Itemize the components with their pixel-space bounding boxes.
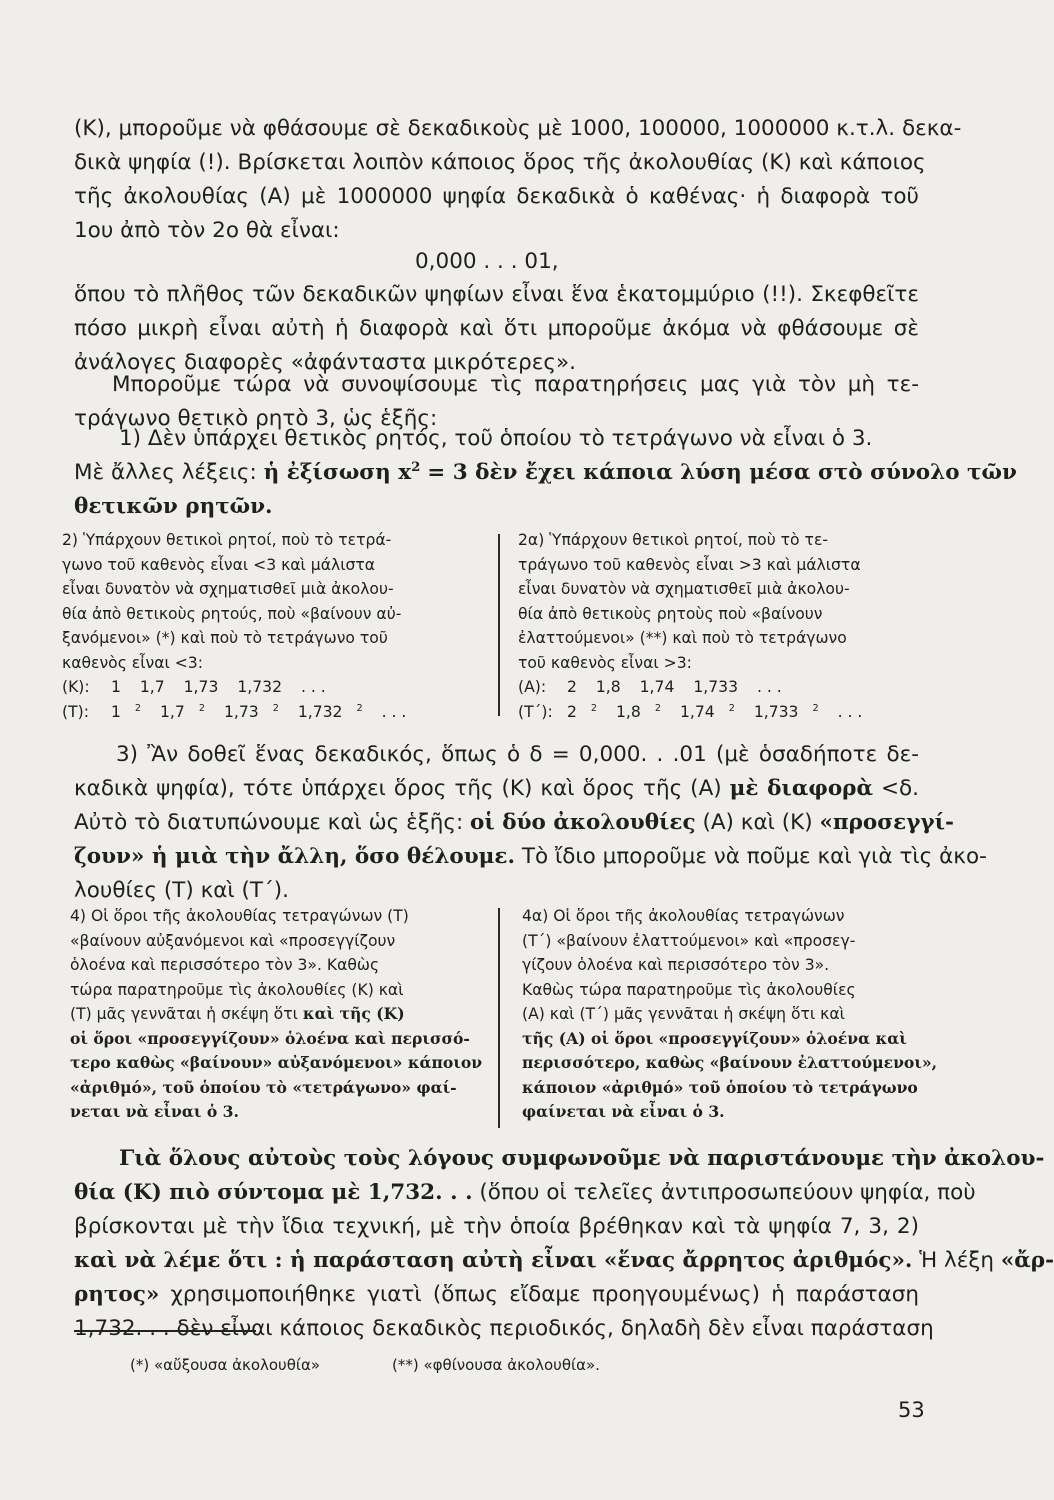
text-span: = 3 δὲν ἔχει κάποια λύση μέσα στὸ σύνολο τῶν: [427, 460, 1017, 485]
sequence-term: 1,732: [237, 678, 282, 696]
text-line: [74, 1176, 976, 1210]
text-span: Αὐτὸ τὸ διατυπώνουμε καὶ ὡς ἑξῆς:: [74, 810, 464, 835]
text-line: ὅπου τὸ πλῆθος τῶν δεκαδικῶν ψηφίων εἶναι ἕνα ἑκατομμύριο (!!). Σκεφθεῖτε: [74, 282, 919, 307]
sequence-term: 2: [566, 678, 577, 696]
text-line: περισσότερο, καθὼς «βαίνουν ἐλαττούμενοι»,: [522, 1053, 938, 1072]
footnote-2: (**) «φθίνουσα ἀκολουθία».: [392, 1356, 600, 1374]
sequence-term: 1,74: [639, 678, 675, 696]
text-span: (Τ) μᾶς γεννᾶται ἡ σκέψη ὅτι: [70, 1005, 298, 1023]
text-span: μὲ διαφορὰ: [729, 776, 874, 801]
text-span: καδικὰ ψηφία), τότε ὑπάρχει ὅρος τῆς (Κ) καὶ ὅρος τῆς (Α): [74, 776, 722, 801]
superscript: 2: [411, 458, 421, 475]
page-number: 53: [898, 1398, 925, 1422]
text-line: γωνο τοῦ καθενὸς εἶναι <3 καὶ μάλιστα: [62, 555, 376, 574]
footnote-1: (*) «αὔξουσα ἀκολουθία»: [130, 1356, 321, 1374]
sequence-term: 1,7: [139, 678, 165, 696]
sequence-term: . . .: [837, 702, 863, 721]
text-line: 3) Ἂν δοθεῖ ἕνας δεκαδικός, ὅπως ὁ δ = 0,000. . .01 (μὲ ὁσαδήποτε δε-: [116, 742, 919, 767]
text-line: βρίσκονται μὲ τὴν ἴδια τεχνική, μὲ τὴν ὁποία βρέθηκαν καὶ τὰ ψηφία 7, 3, 2): [74, 1214, 919, 1239]
sequence-k: [62, 675, 482, 700]
text-line: «ἀριθμό», τοῦ ὁποίου τὸ «τετράγωνο» φαί-: [70, 1077, 457, 1097]
sequence-term: 1,732 $^2$: [297, 702, 363, 721]
sequence-label: (Κ):: [62, 678, 90, 696]
text-span: οἱ δύο ἀκολουθίες: [470, 810, 696, 835]
sequence-term: 1,74 $^2$: [679, 702, 735, 721]
text-line: [74, 772, 919, 806]
text-line: [74, 806, 954, 840]
text-line: τράγωνο θετικὸ ρητὸ 3, ὡς ἑξῆς:: [74, 406, 438, 431]
text-line: τῆς (Α) οἱ ὅροι «προσεγγίζουν» ὁλοένα καὶ: [522, 1028, 907, 1048]
text-line: ἀνάλογες διαφορὲς «ἀφάνταστα μικρότερες».: [74, 350, 576, 375]
point-1: [74, 422, 1017, 524]
sequence-term: 1 $^2$: [110, 702, 142, 721]
sequence-term: 1,733: [693, 678, 738, 696]
sequence-term: 1,733 $^2$: [753, 702, 819, 721]
text-line: [70, 1002, 480, 1027]
sequence-term: 1: [110, 678, 121, 696]
sequence-label: (Τ):: [62, 702, 89, 721]
text-line: [74, 1244, 1054, 1278]
text-span: ἡ ἐξίσωση x: [263, 460, 412, 485]
sequence-a: [518, 675, 918, 700]
text-line: τῆς ἀκολουθίας (Α) μὲ 1000000 ψηφία δεκαδικὰ ὁ καθένας· ἡ διαφορὰ τοῦ: [74, 184, 919, 209]
text-line: φαίνεται νὰ εἶναι ὁ 3.: [522, 1102, 725, 1121]
text-line: (Τ΄) «βαίνουν ἐλαττούμενοι» καὶ «προσεγ-: [522, 931, 856, 950]
text-line: (Κ), μποροῦμε νὰ φθάσουμε σὲ δεκαδικοὺς μὲ 1000, 100000, 1000000 κ.τ.λ. δεκα-: [74, 116, 962, 141]
text-line: [74, 456, 1017, 490]
text-line: 1ου ἀπὸ τὸν 2ο θὰ εἶναι:: [74, 218, 340, 243]
text-line: 1) Δὲν ὑπάρχει θετικὸς ρητός, τοῦ ὁποίου τὸ τετράγωνο νὰ εἶναι ὁ 3.: [119, 426, 873, 451]
text-span: (ὅπου οἱ τελεῖες ἀντιπροσωπεύουν ψηφία, ποὺ: [479, 1180, 976, 1205]
text-line: πόσο μικρὴ εἶναι αὐτὴ ἡ διαφορὰ καὶ ὅτι μποροῦμε ἀκόμα νὰ φθάσουμε σὲ: [74, 316, 919, 341]
text-line: τερο καθὼς «βαίνουν» αὐξανόμενοι» κάποιον: [70, 1053, 483, 1072]
text-line: λουθίες (Τ) καὶ (Τ΄).: [74, 878, 290, 903]
text-line: [74, 840, 987, 874]
sequence-term: 1,8: [595, 678, 621, 696]
sequence-label: (Α):: [518, 678, 547, 696]
sequence-term: 1,73: [183, 678, 219, 696]
text-line: τοῦ καθενὸς εἶναι >3:: [518, 653, 692, 672]
text-line: 2α) Ὑπάρχουν θετικοὶ ρητοί, ποὺ τὸ τε-: [518, 531, 829, 549]
text-line: Μποροῦμε τώρα νὰ συνοψίσουμε τὶς παρατηρήσεις μας γιὰ τὸν μὴ τε-: [112, 372, 919, 397]
text-line: ξανόμενοι» (*) καὶ ποὺ τὸ τετράγωνο τοῦ: [62, 629, 388, 647]
text-span: «ἄρ-: [1000, 1248, 1054, 1273]
text-line: 4) Οἱ ὅροι τῆς ἀκολουθίας τετραγώνων (Τ): [70, 907, 409, 925]
sequence-term: 1,7 $^2$: [160, 702, 205, 721]
formula: 0,000 . . . 01,: [415, 249, 559, 274]
text-line: 4α) Οἱ ὅροι τῆς ἀκολουθίας τετραγώνων: [522, 907, 845, 925]
text-span: ρητος»: [74, 1282, 160, 1307]
sequence-term: 1,73 $^2$: [223, 702, 279, 721]
sequence-term: . . .: [381, 702, 407, 721]
column-2-left: [62, 528, 482, 724]
text-span: χρησιμοποιήθηκε γιατὶ (ὅπως εἴδαμε προηγουμένως) ἡ παράσταση: [170, 1282, 919, 1307]
column-divider: [498, 534, 500, 716]
sequence-label: (Τ΄):: [518, 702, 553, 721]
text-line: ἐλαττούμενοι» (**) καὶ ποὺ τὸ τετράγωνο: [518, 629, 847, 647]
text-span: καὶ νὰ λέμε ὅτι : ἡ παράσταση αὐτὴ εἶναι «ἕνας ἄρρητος ἀριθμός».: [74, 1248, 913, 1273]
column-divider: [498, 908, 500, 1128]
sequence-t-prime: [518, 700, 918, 725]
text-line: θετικῶν ρητῶν.: [74, 494, 273, 519]
text-line: καθενὸς εἶναι <3:: [62, 653, 203, 672]
text-span: (Α) καὶ (Κ): [702, 810, 813, 835]
text-line: θία ἀπὸ θετικοὺς ρητούς, ποὺ «βαίνουν αὐ-: [62, 604, 402, 623]
text-line: νεται νὰ εἶναι ὁ 3.: [70, 1102, 239, 1121]
column-2-right: [518, 528, 918, 724]
text-line: Γιὰ ὅλους αὐτοὺς τοὺς λόγους συμφωνοῦμε νὰ παριστάνουμε τὴν ἀκολου-: [119, 1146, 1045, 1171]
sequence-term: 1,8 $^2$: [616, 702, 661, 721]
text-line: 1,732. . . δὲν εἶναι κάποιος δεκαδικὸς περιοδικός, δηλαδὴ δὲν εἶναι παράσταση: [74, 1316, 934, 1341]
text-line: (Α) καὶ (Τ΄) μᾶς γεννᾶται ἡ σκέψη ὅτι καὶ: [522, 1005, 845, 1023]
sequence-term: . . .: [756, 678, 782, 696]
text-span: ζουν» ἡ μιὰ τὴν ἄλλη, ὅσο θέλουμε.: [74, 844, 515, 869]
sequence-term: 2 $^2$: [566, 702, 598, 721]
text-line: θία ἀπὸ θετικοὺς ρητοὺς ποὺ «βαίνουν: [518, 604, 823, 623]
footnote-rule: [74, 1330, 256, 1332]
sequence-t: [62, 700, 482, 725]
text-span: θία (Κ) πιὸ σύντομα μὲ 1,732. . .: [74, 1180, 473, 1205]
text-line: Καθὼς τώρα παρατηροῦμε τὶς ἀκολουθίες: [522, 980, 856, 999]
text-line: τράγωνο τοῦ καθενὸς εἶναι >3 καὶ μάλιστα: [518, 555, 861, 574]
text-line: τώρα παρατηροῦμε τὶς ἀκολουθίες (Κ) καὶ: [70, 980, 404, 999]
text-line: γίζουν ὁλοένα καὶ περισσότερο τὸν 3».: [522, 956, 830, 974]
text-line: εἶναι δυνατὸν νὰ σχηματισθεῖ μιὰ ἀκολου-: [518, 580, 850, 598]
text-span: Μὲ ἄλλες λέξεις:: [74, 460, 257, 485]
point-3: [74, 738, 987, 908]
text-span: καὶ τῆς (Κ): [302, 1004, 405, 1023]
column-4-left: [70, 904, 483, 1125]
text-span: Ἡ λέξη: [919, 1248, 994, 1273]
text-line: [74, 1278, 919, 1312]
text-span: Τὸ ἴδιο μποροῦμε νὰ ποῦμε καὶ γιὰ τὶς ἀκο-: [521, 844, 987, 869]
text-span: «προσεγγί-: [819, 810, 954, 835]
intro-paragraph: [74, 112, 962, 248]
sequence-term: . . .: [300, 678, 326, 696]
text-span: <δ.: [881, 776, 920, 801]
text-line: οἱ ὅροι «προσεγγίζουν» ὁλοένα καὶ περισσό-: [70, 1028, 470, 1048]
text-line: δικὰ ψηφία (!). Βρίσκεται λοιπὸν κάποιος ὅρος τῆς ἀκολουθίας (Κ) καὶ κάποιος: [74, 150, 926, 175]
text-line: εἶναι δυνατὸν νὰ σχηματισθεῖ μιὰ ἀκολου-: [62, 580, 394, 598]
text-line: ὁλοένα καὶ περισσότερο τὸν 3». Καθὼς: [70, 956, 380, 974]
text-line: κάποιον «ἀριθμό» τοῦ ὁποίου τὸ τετράγωνο: [522, 1077, 918, 1097]
intro-continuation: [74, 278, 919, 380]
column-4-right: [522, 904, 938, 1125]
final-paragraph: [74, 1142, 1054, 1346]
text-line: 2) Ὑπάρχουν θετικοὶ ρητοί, ποὺ τὸ τετρά-: [62, 531, 392, 549]
text-line: «βαίνουν αὐξανόμενοι καὶ «προσεγγίζουν: [70, 931, 396, 950]
